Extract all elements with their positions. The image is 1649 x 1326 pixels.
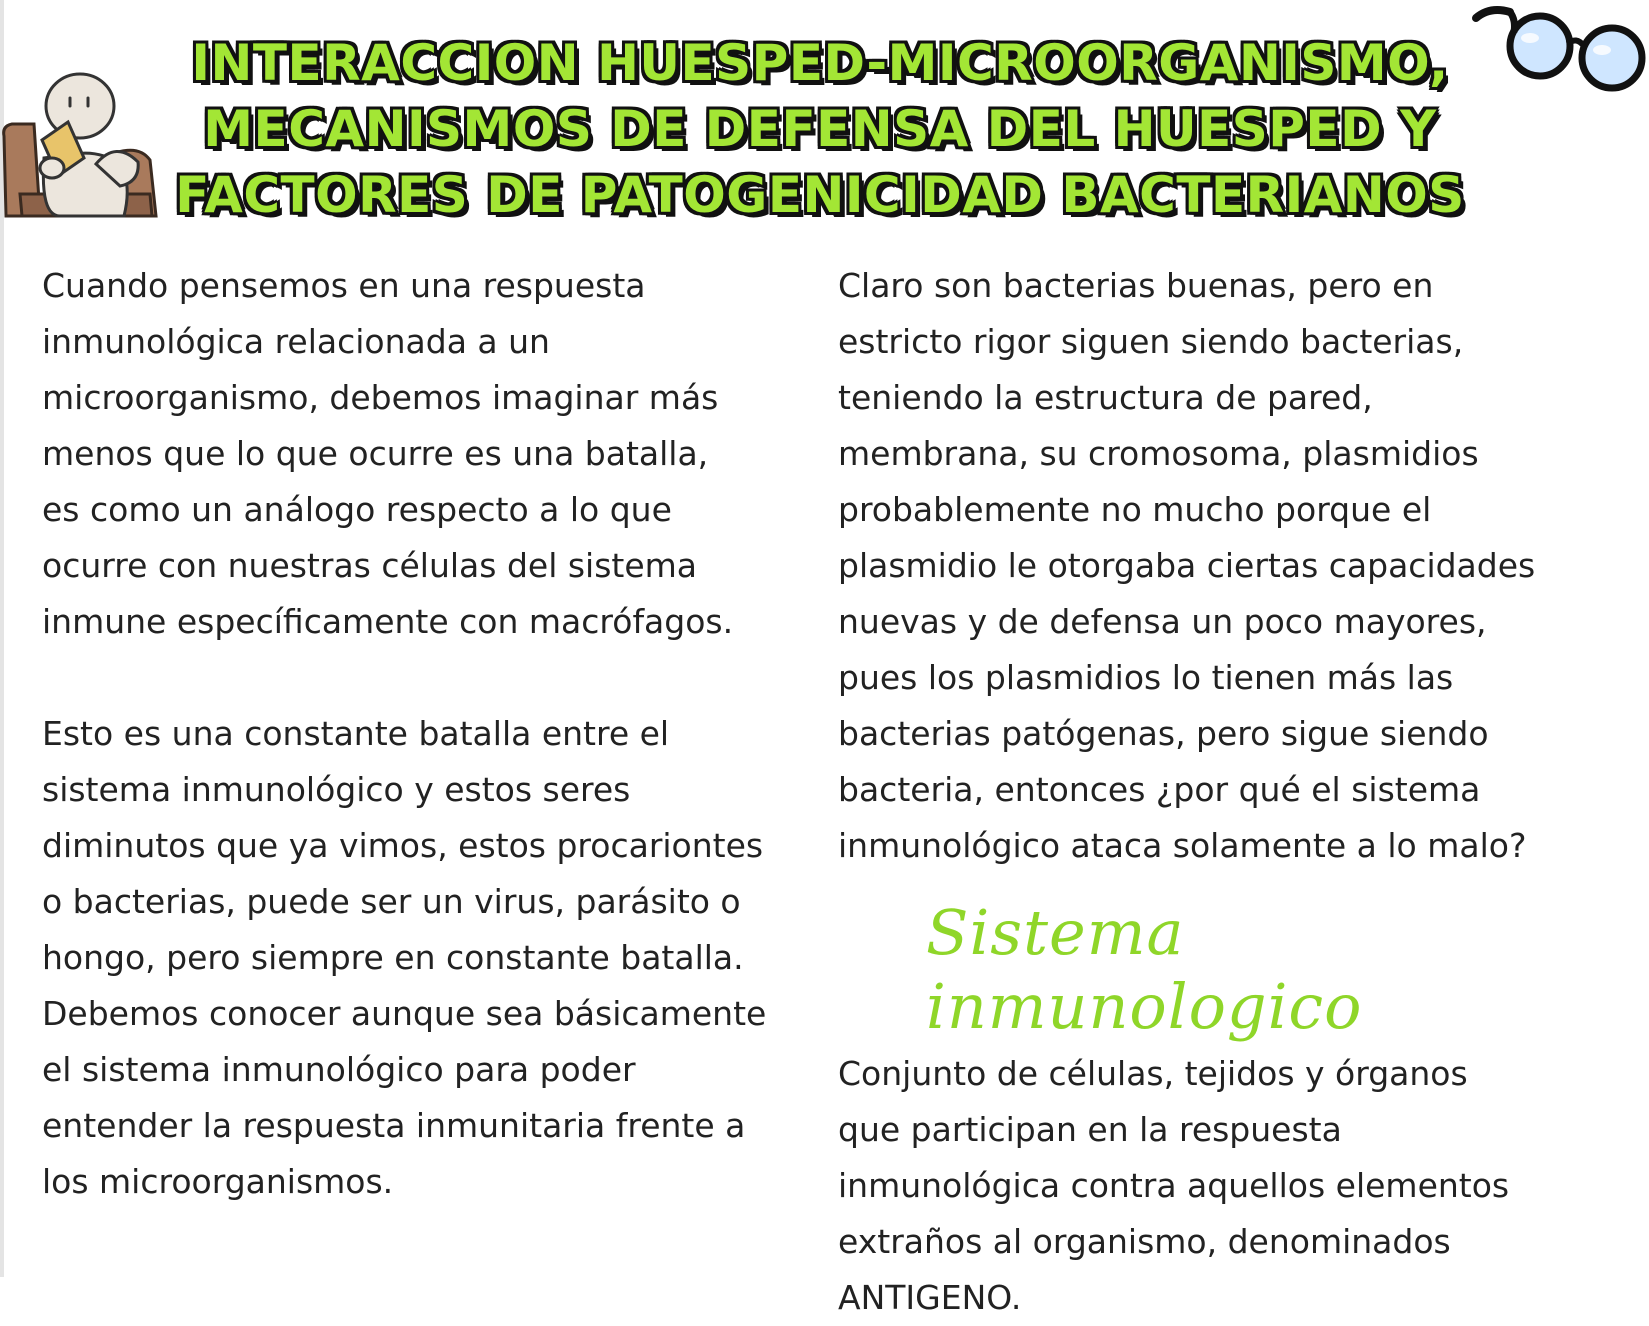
left-column xyxy=(42,258,802,1210)
title-line-1: INTERACCION HUESPED-MICROORGANISMO, xyxy=(191,34,1449,92)
battle-paragraph: Esto es una constante batalla entre el sistema inmunológico y estos seres diminutos que ya vimos, estos procariontes o bacterias, puede ser un virus, parásito o hongo, pero siempre en constante batalla. Debemos conocer aunque sea básicamente el sistema inmunológico para poder entender la respuesta inmunitaria frente a los microorganismos. xyxy=(42,714,767,1201)
title-line-3: FACTORES DE PATOGENICIDAD BACTERIANOS xyxy=(175,166,1465,224)
good-bacteria-paragraph: Claro son bacterias buenas, pero en estricto rigor siguen siendo bacterias, teniendo la estructura de pared, membrana, su cromosoma, plasmidios probablemente no mucho porque el plasmidio le otorgaba ciertas capacidades nuevas y de defensa un poco mayores, pues los plasmidios lo tienen más las bacterias patógenas, pero sigue siendo bacteria, entonces ¿por qué el sistema inmunológico ataca solamente a lo malo? xyxy=(838,266,1536,865)
intro-paragraph: Cuando pensemos en una respuesta inmunológica relacionada a un microorganismo, debemos imaginar más menos que lo que ocurre es una batalla, es como un análogo respecto a lo que ocurre con nuestras células del sistema inmune específicamente con macrófagos. xyxy=(42,266,734,641)
title-line-2: MECANISMOS DE DEFENSA DEL HUESPED Y xyxy=(203,100,1437,158)
page-title xyxy=(140,30,1500,228)
right-column xyxy=(838,258,1628,1326)
section-heading: Sistema inmunologico xyxy=(926,896,1363,1043)
definition-paragraph: Conjunto de células, tejidos y órganos que participan en la respuesta inmunológica contra aquellos elementos extraños al organismo, denominados ANTIGENO. xyxy=(838,1054,1510,1317)
